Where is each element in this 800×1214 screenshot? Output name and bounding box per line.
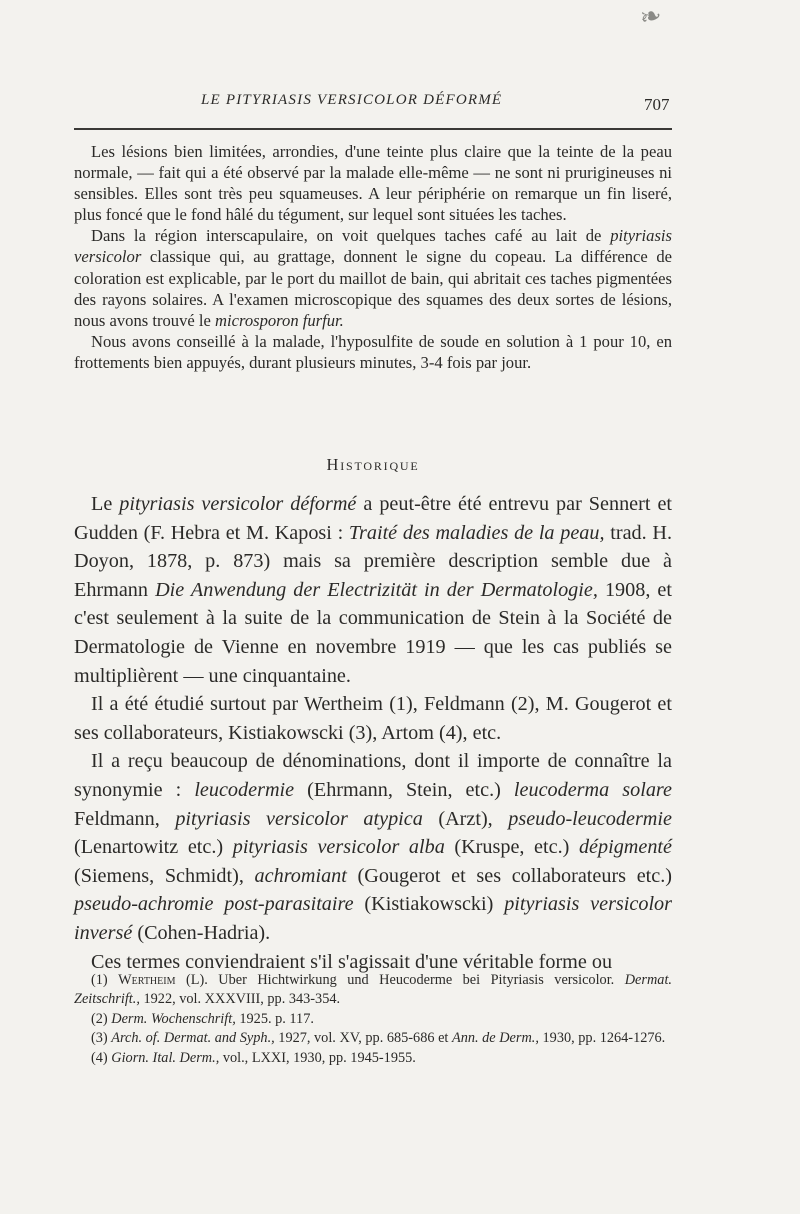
text-run: 1930, pp. 1264-1276. (538, 1030, 666, 1047)
italic-text: pseudo-leucodermie (508, 807, 672, 830)
text-run: vol., LXXI, 1930, pp. 1945-1955. (219, 1049, 416, 1066)
text-run: (Siemens, Schmidt), (74, 864, 255, 887)
section-heading: Historique (326, 455, 420, 474)
text-run: (Arzt), (422, 807, 509, 830)
italic-text: pseudo-achromie post-parasitaire (74, 893, 354, 916)
italic-text: microsporon furfur. (215, 310, 344, 330)
italic-text: Dermat. Zeitschrift., (74, 972, 672, 1008)
text-run: (Kistiakowscki) (353, 893, 505, 916)
italic-text: Die Anwendung der Electrizität in der Dermatologie, (155, 578, 598, 601)
text-run: Wertheim (118, 972, 176, 988)
text-run: (2) (91, 1010, 112, 1027)
text-run: (Gougerot et ses collaborateurs etc.) (346, 864, 672, 887)
text-run: (1) (91, 972, 119, 988)
italic-text: Traité des maladies de la peau, (348, 521, 605, 544)
text-run: Il a reçu beaucoup de dénominations, dont il importe de connaître la synonymie : (74, 750, 672, 801)
history-text (74, 490, 672, 976)
text-run: (L). Uber Hichtwirkung und Heucoderme bei Pityriasis versicolor. (175, 972, 625, 988)
italic-text: pityriasis versicolor déformé (119, 493, 357, 515)
italic-text: achromiant (254, 864, 347, 887)
running-title: LE PITYRIASIS VERSICOLOR DÉFORMÉ (201, 92, 503, 108)
stamp-mark-icon: ❧ (637, 0, 665, 33)
italic-text: Arch. of. Dermat. and Syph., (111, 1030, 275, 1047)
text-run: Les lésions bien limitées, arrondies, d'une teinte plus claire que la teinte de la peau normale, — fait qui a été observé par la malade elle-même — ne sont ni prurigineuses ni sensibles. Elles sont très peu squameuses. A leur périphérie on remarque un fin liseré, plus foncé que le fond hâlé du tégument, sur lequel sont situées les taches. (74, 142, 672, 225)
page-number: 707 (644, 95, 670, 114)
text-run: a peut-être été entrevu par Sennert et Gudden (F. Hebra et M. Kaposi : (74, 493, 673, 544)
text-run: Le (91, 493, 120, 515)
text-run: (3) (91, 1030, 112, 1047)
header-rule (74, 128, 672, 130)
italic-text: pityriasis versicolor inversé (74, 893, 673, 944)
italic-text: pityriasis versicolor alba (232, 836, 445, 859)
text-run: 1922, vol. XXXVIII, pp. 343-354. (139, 991, 341, 1008)
text-run: 1927, vol. XV, pp. 685-686 et (274, 1030, 452, 1047)
footnotes-paragraph (74, 1049, 672, 1068)
text-run: Dans la région interscapulaire, on voit quelques taches café au lait de (91, 226, 611, 246)
intro-paragraph (74, 225, 672, 330)
text-run: Feldmann, (74, 807, 176, 830)
text-run: trad. H. Doyon, 1878, p. 873) mais sa première description semble due à Ehrmann (74, 521, 672, 601)
intro-text (74, 141, 672, 373)
text-run: (Kruspe, etc.) (444, 836, 579, 859)
intro-paragraph (74, 331, 672, 373)
footnotes-paragraph (74, 1029, 672, 1048)
text-run: (4) (91, 1049, 112, 1066)
text-run: Ces termes conviendraient s'il s'agissait d'une véritable forme ou (91, 950, 613, 973)
footnotes-paragraph (74, 1010, 672, 1029)
footnotes-paragraph (74, 971, 672, 1010)
text-run: classique qui, au grattage, donnent le signe du copeau. La différence de coloration est explicable, par le port du maillot de bain, qui abritait ces taches pigmentées des rayons solaires. A l'examen microscopique des squames des deux sortes de lésions, nous avons trouvé le (74, 247, 672, 330)
text-run: (Cohen-Hadria). (132, 921, 271, 944)
italic-text: Giorn. Ital. Derm., (111, 1049, 220, 1066)
text-run: Nous avons conseillé à la malade, l'hyposulfite de soude en solution à 1 pour 10, en frottements bien appuyés, durant plusieurs minutes, 3-4 fois par jour. (74, 331, 672, 372)
text-run: 1908, et c'est seulement à la suite de la communication de Stein à la Société de Dermatologie de Vienne en novembre 1919 — que les cas publiés se multiplièrent — une cinquantaine. (74, 578, 673, 687)
text-run: (Ehrmann, Stein, etc.) (294, 778, 514, 801)
italic-text: pityriasis versicolor (74, 226, 672, 267)
text-run: (Lenartowitz etc.) (74, 836, 233, 859)
italic-text: pityriasis versicolor atypica (175, 807, 423, 830)
footnotes (74, 971, 672, 1068)
history-paragraph (74, 490, 672, 690)
italic-text: Ann. de Derm., (451, 1030, 539, 1047)
text-run: 1925. p. 117. (235, 1010, 314, 1027)
italic-text: leucoderma solare (513, 778, 672, 801)
history-paragraph (74, 747, 672, 947)
italic-text: dépigmenté (578, 836, 672, 859)
italic-text: leucodermie (194, 778, 295, 801)
text-run: Il a été étudié surtout par Wertheim (1), Feldmann (2), M. Gougerot et ses collaborateurs, Kistiakowscki (3), Artom (4), etc. (74, 693, 672, 744)
italic-text: Derm. Wochenschrift, (111, 1010, 236, 1027)
intro-paragraph (74, 141, 672, 225)
history-paragraph (74, 690, 672, 747)
